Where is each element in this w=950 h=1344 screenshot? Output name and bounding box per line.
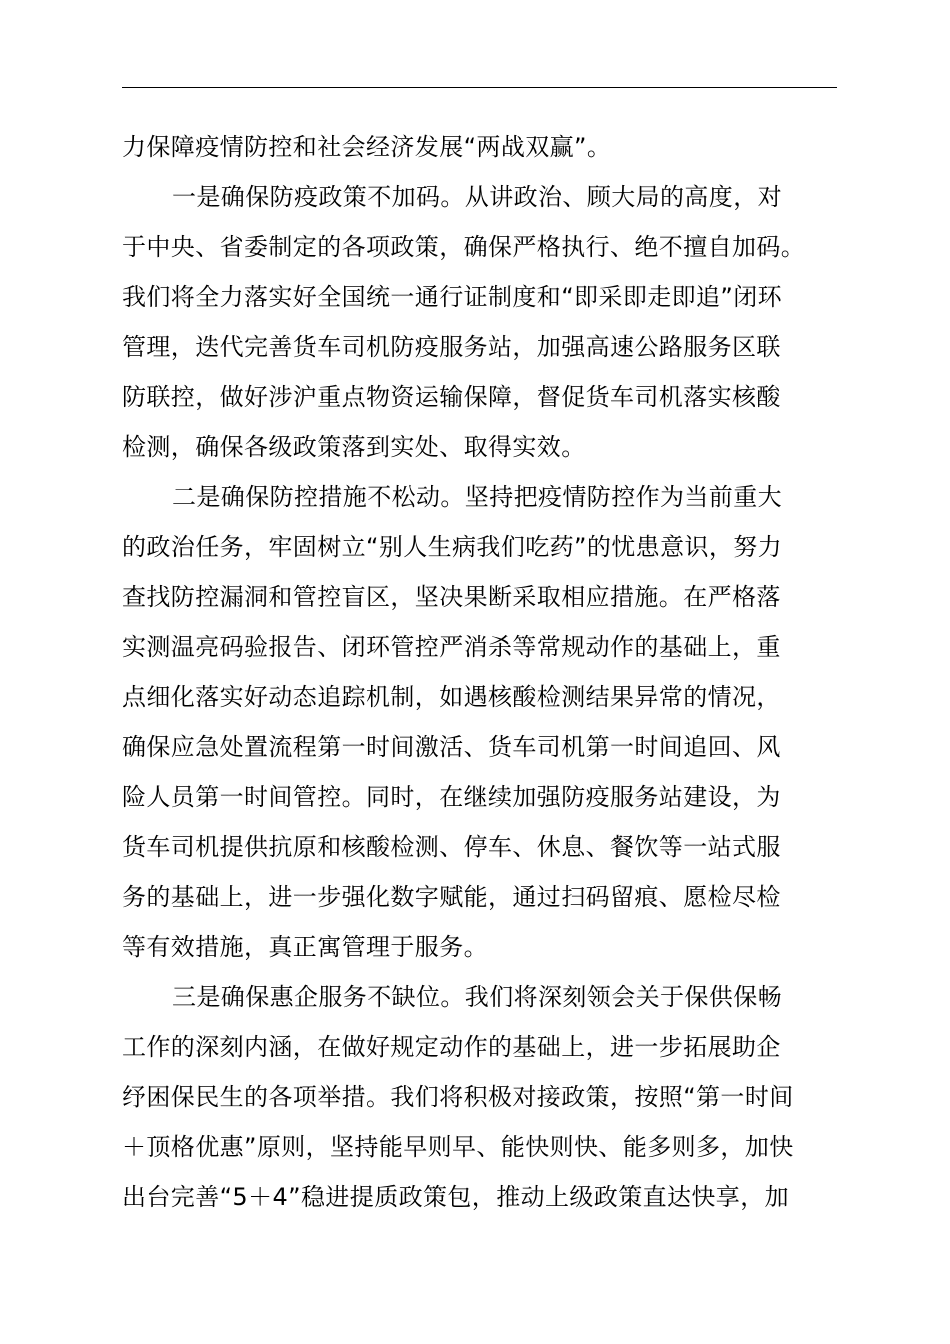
text-line: 货车司机提供抗原和核酸检测、停车、休息、餐饮等一站式服: [122, 833, 781, 861]
text-line: 确保应急处置流程第一时间激活、货车司机第一时间追回、风: [122, 733, 781, 761]
text-line: 险人员第一时间管控。同时，在继续加强防疫服务站建设，为: [122, 783, 781, 811]
text-line: 一是确保防疫政策不加码。从讲政治、顾大局的高度，对: [172, 183, 782, 211]
text-line: 检测，确保各级政策落到实处、取得实效。: [122, 433, 586, 461]
text-line: 工作的深刻内涵，在做好规定动作的基础上，进一步拓展助企: [122, 1033, 781, 1061]
text-line: 于中央、省委制定的各项政策，确保严格执行、绝不擅自加码。: [122, 233, 806, 261]
text-line: 力保障疫情防控和社会经济发展“两战双赢”。: [122, 133, 612, 161]
text-line: 务的基础上，进一步强化数字赋能，通过扫码留痕、愿检尽检: [122, 883, 781, 911]
text-line: 防联控，做好涉沪重点物资运输保障，督促货车司机落实核酸: [122, 383, 781, 411]
text-line: 三是确保惠企服务不缺位。我们将深刻领会关于保供保畅: [172, 983, 782, 1011]
text-line: 实测温亮码验报告、闭环管控严消杀等常规动作的基础上，重: [122, 633, 781, 661]
text-line: 管理，迭代完善货车司机防疫服务站，加强高速公路服务区联: [122, 333, 781, 361]
paragraph-2: [122, 172, 852, 472]
paragraph-3: [122, 472, 852, 972]
text-line: 查找防控漏洞和管控盲区，坚决果断采取相应措施。在严格落: [122, 583, 781, 611]
paragraph-4: [122, 972, 852, 1222]
text-line: 点细化落实好动态追踪机制，如遇核酸检测结果异常的情况，: [122, 683, 781, 711]
text-line: 二是确保防控措施不松动。坚持把疫情防控作为当前重大: [172, 483, 782, 511]
text-line: 我们将全力落实好全国统一通行证制度和“即采即走即追”闭环: [122, 283, 783, 311]
header-rule: [122, 87, 837, 88]
text-line: ＋顶格优惠”原则，坚持能早则早、能快则快、能多则多，加快: [122, 1133, 794, 1161]
document-body: [122, 122, 852, 1222]
text-line: 等有效措施，真正寓管理于服务。: [122, 933, 488, 961]
paragraph-1: [122, 122, 852, 172]
text-line: 出台完善“5＋4”稳进提质政策包，推动上级政策直达快享，加: [122, 1183, 790, 1211]
text-line: 纾困保民生的各项举措。我们将积极对接政策，按照“第一时间: [122, 1083, 794, 1111]
text-line: 的政治任务，牢固树立“别人生病我们吃药”的忧患意识，努力: [122, 533, 783, 561]
